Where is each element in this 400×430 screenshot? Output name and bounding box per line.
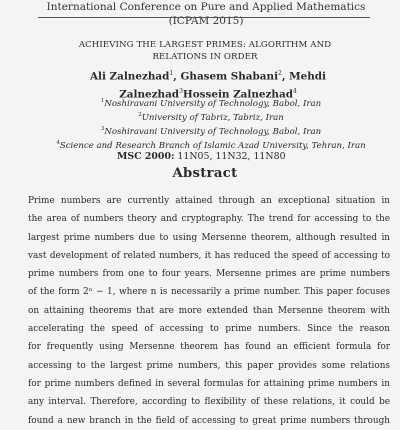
affiliation-mark: 3: [100, 126, 105, 133]
affiliation-mark: 4: [56, 140, 60, 147]
affiliation-item: [56, 110, 366, 124]
author-name: Hossein Zalnezhad: [182, 88, 293, 101]
affiliation-list: [56, 96, 366, 152]
title-line-1: ACHIEVING THE LARGEST PRIMES: ALGORITHM AND: [78, 40, 332, 50]
affiliation-text: Noshiravani University of Technology, Babol, Iran: [104, 126, 322, 137]
affiliation-mark: 1: [100, 98, 105, 104]
abstract-line: the area of numbers theory and cryptography. The trend for accessing to the: [28, 214, 390, 225]
abstract-line: accelerating the speed of accessing to prime numbers. Since the reason: [28, 324, 390, 335]
abstract-line: found a new branch in the field of accessing to great prime numbers through: [28, 415, 390, 426]
author-mark: 3: [179, 88, 183, 96]
conference-header: International Conference on Pure and Applied Mathematics (ICPAM 2015): [46, 1, 366, 27]
title-line-2: RELATIONS IN ORDER: [152, 52, 258, 62]
abstract-line: Prime numbers are currently attained through an exceptional situation in: [28, 196, 390, 206]
affiliation-mark: 2: [138, 112, 142, 119]
abstract-line: any interval. Therefore, according to flexibility of these relations, it could be: [28, 397, 390, 408]
header-rule: [38, 17, 370, 18]
author-mark: 1: [169, 70, 174, 77]
abstract-line: for prime numbers defined in several formulas for attaining prime numbers in: [28, 378, 390, 389]
msc-codes: 11N05, 11N32, 11N80: [177, 151, 286, 162]
abstract-line: largest prime numbers due to using Mersenne theorem, although resulted in: [28, 232, 390, 243]
abstract-line: prime numbers from one to four years. Mersenne primes are prime numbers: [28, 269, 390, 280]
abstract-line: accessing to the largest prime numbers, this paper provides some relations: [28, 360, 390, 371]
abstract-line: for frequently using Mersenne theorem has found an efficient formula for: [28, 342, 390, 353]
abstract-heading: Abstract: [172, 166, 238, 181]
affiliation-text: Science and Research Branch of Islamic Azad University, Tehran, Iran: [59, 141, 366, 152]
author-list: Ali Zalnezhad$^1$, Ghasem Shabani$^2$, Mehdi Zalnezhad$^3$Hossein Zalnezhad$^4$: [89, 70, 327, 101]
affiliation-item: [56, 124, 366, 138]
affiliation-text: University of Tabriz, Tabriz, Iran: [141, 112, 284, 123]
author-name: Ali Zalnezhad: [89, 70, 170, 83]
msc-label: MSC 2000:: [117, 151, 175, 162]
abstract-body: [28, 192, 390, 430]
abstract-line: on attaining theorems that are more extended than Mersenne theorem with: [28, 305, 390, 316]
affiliation-text: Noshiravani University of Technology, Babol, Iran: [104, 98, 322, 109]
author-mark: 2: [278, 70, 282, 77]
paper-title: [40, 39, 370, 63]
author-name: Ghasem Shabani: [180, 70, 279, 83]
affiliation-item: [56, 96, 366, 110]
author-mark: 4: [292, 88, 297, 96]
abstract-line: vast development of related numbers, it has reduced the speed of accessing to: [28, 250, 390, 261]
author-name: Mehdi Zalnezhad: [119, 70, 327, 101]
abstract-line: of the form 2ⁿ − 1, where n is necessarily a prime number. This paper focuses: [28, 287, 390, 298]
msc-classification: [117, 151, 286, 163]
